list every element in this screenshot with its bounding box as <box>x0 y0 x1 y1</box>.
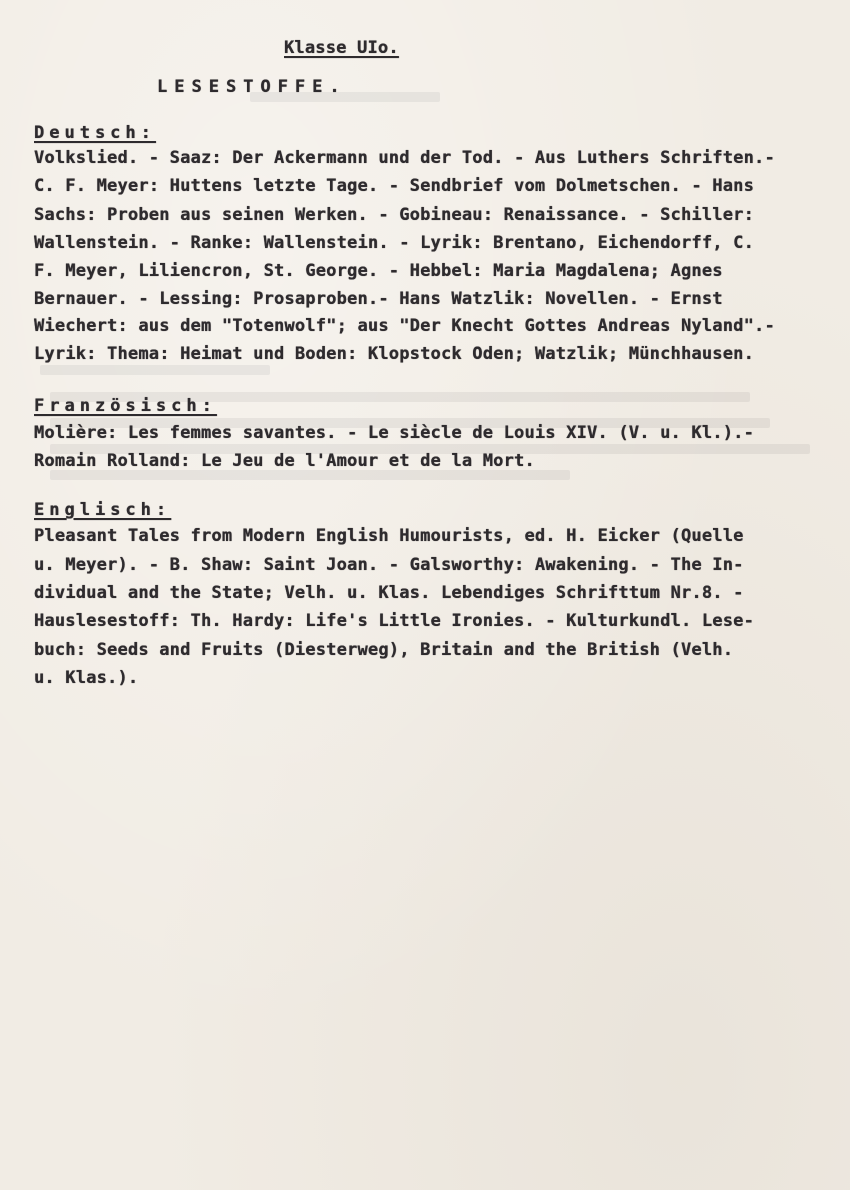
deutsch-line: Wallenstein. - Ranke: Wallenstein. - Lyrik: Brentano, Eichendorff, C. <box>34 233 755 253</box>
section-heading-deutsch: Deutsch: <box>34 123 156 143</box>
deutsch-line: Wiechert: aus dem "Totenwolf"; aus "Der Knecht Gottes Andreas Nyland".- <box>34 316 775 336</box>
deutsch-line: C. F. Meyer: Huttens letzte Tage. - Sendbrief vom Dolmetschen. - Hans <box>34 176 755 196</box>
section-heading-englisch: Englisch: <box>34 500 172 520</box>
englisch-line: Pleasant Tales from Modern English Humourists, ed. H. Eicker (Quelle <box>34 526 744 546</box>
class-title: Klasse UIo. <box>284 38 399 58</box>
section-heading-franzoesisch: Französisch: <box>34 396 217 416</box>
englisch-line: dividual and the State; Velh. u. Klas. Lebendiges Schrifttum Nr.8. - <box>34 583 744 603</box>
deutsch-line: Bernauer. - Lessing: Prosaproben.- Hans Watzlik: Novellen. - Ernst <box>34 289 723 309</box>
deutsch-line: Lyrik: Thema: Heimat und Boden: Klopstock Oden; Watzlik; Münchhausen. <box>34 344 755 364</box>
franzoesisch-line: Molière: Les femmes savantes. - Le siècle de Louis XIV. (V. u. Kl.).- <box>34 423 755 443</box>
page-heading: LESESTOFFE. <box>157 77 347 97</box>
englisch-line: Hauslesestoff: Th. Hardy: Life's Little Ironies. - Kulturkundl. Lese- <box>34 611 755 631</box>
englisch-line: buch: Seeds and Fruits (Diesterweg), Britain and the British (Velh. <box>34 640 734 660</box>
deutsch-line: Volkslied. - Saaz: Der Ackermann und der Tod. - Aus Luthers Schriften.- <box>34 148 775 168</box>
englisch-line: u. Meyer). - B. Shaw: Saint Joan. - Galsworthy: Awakening. - The In- <box>34 555 744 575</box>
deutsch-line: Sachs: Proben aus seinen Werken. - Gobineau: Renaissance. - Schiller: <box>34 205 755 225</box>
deutsch-line: F. Meyer, Liliencron, St. George. - Hebbel: Maria Magdalena; Agnes <box>34 261 723 281</box>
englisch-line: u. Klas.). <box>34 668 139 688</box>
franzoesisch-line: Romain Rolland: Le Jeu de l'Amour et de la Mort. <box>34 451 535 471</box>
